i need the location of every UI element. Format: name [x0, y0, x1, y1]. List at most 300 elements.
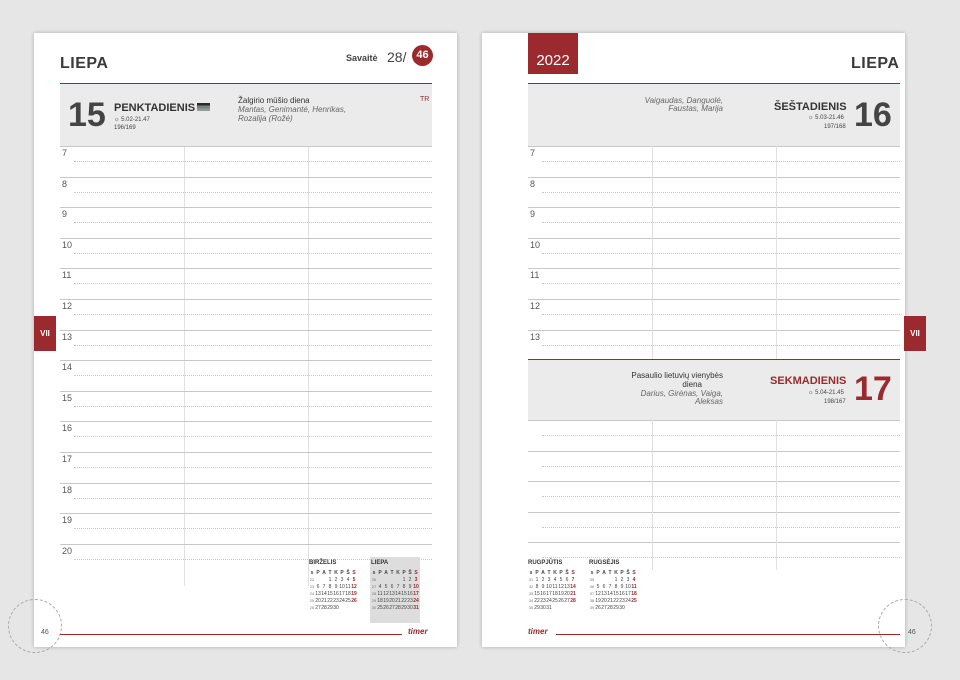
date-cell: 30 [407, 604, 413, 611]
hour-label: 9 [530, 209, 536, 220]
weekday-label: A [541, 569, 545, 576]
day-number: 15 [68, 96, 106, 134]
month-tab-left[interactable]: VII [34, 316, 56, 351]
week-number-cell: 23 [309, 584, 315, 589]
hour-row[interactable] [60, 360, 432, 391]
weekday-label: S [632, 569, 636, 576]
date-cell: 31 [413, 604, 419, 611]
weekday-label: K [614, 569, 618, 576]
day-counter: 197/168 [824, 124, 846, 130]
date-cell: 19 [595, 597, 601, 604]
day-header-16[interactable] [528, 83, 900, 147]
date-cell: 8 [328, 583, 332, 590]
hour-row[interactable] [528, 512, 900, 543]
date-cell: 20 [564, 590, 570, 597]
date-cell: 29 [327, 604, 333, 611]
date-cell: 9 [334, 583, 338, 590]
date-cell [570, 604, 576, 611]
date-cell: 18 [377, 597, 383, 604]
half-hour-line [74, 283, 432, 284]
page-number: 46 [41, 629, 49, 636]
mini-calendar-week [528, 576, 576, 583]
hour-row[interactable] [528, 146, 900, 177]
week-number-cell: 35 [528, 605, 534, 610]
week-number-cell: 39 [589, 605, 595, 610]
date-cell: 6 [565, 576, 569, 583]
hour-row[interactable] [528, 330, 900, 361]
hour-line [528, 451, 900, 452]
hour-line [60, 544, 432, 545]
day-counter: 198/167 [824, 399, 846, 405]
date-cell: 22 [613, 597, 619, 604]
weekday-label: K [553, 569, 557, 576]
weekday-label: P [340, 569, 344, 576]
week-number: 28/ [387, 49, 407, 65]
date-cell: 30 [540, 604, 546, 611]
holiday-text: diena [682, 380, 702, 389]
date-cell: 17 [339, 590, 345, 597]
date-cell: 12 [595, 590, 601, 597]
mini-calendar-week [589, 583, 637, 590]
week-number-cell: 37 [589, 591, 595, 596]
hour-line [528, 330, 900, 331]
hour-row[interactable] [60, 421, 432, 452]
mini-calendar-grid [309, 569, 357, 611]
date-cell: 20 [601, 597, 607, 604]
weekday-label: A [322, 569, 326, 576]
date-cell: 7 [571, 576, 575, 583]
date-cell: 30 [619, 604, 625, 611]
brand-logo: timer [408, 627, 428, 636]
hour-line [528, 512, 900, 513]
half-hour-line [542, 192, 900, 193]
hour-label: 12 [62, 301, 73, 311]
date-cell: 23 [407, 597, 413, 604]
half-hour-line [542, 527, 900, 528]
weekday-label: T [390, 569, 394, 576]
day-number: 16 [854, 96, 892, 134]
date-cell: 23 [619, 597, 625, 604]
mini-calendar-week [309, 576, 357, 583]
mini-calendar-july [370, 557, 420, 623]
month-title: LIEPA [851, 55, 900, 72]
date-cell: 29 [534, 604, 540, 611]
half-hour-line [74, 528, 432, 529]
date-cell: 22 [401, 597, 407, 604]
date-cell: 24 [625, 597, 631, 604]
weekday-label: P [596, 569, 600, 576]
day-header-15[interactable] [60, 83, 432, 147]
hour-line [528, 481, 900, 482]
date-cell: 28 [570, 597, 576, 604]
hour-line [528, 299, 900, 300]
weekday-label: T [328, 569, 332, 576]
hour-line [60, 177, 432, 178]
date-cell: 12 [351, 583, 357, 590]
date-cell: 16 [333, 590, 339, 597]
date-cell: 21 [321, 597, 327, 604]
hour-line [60, 299, 432, 300]
hour-row[interactable] [528, 299, 900, 330]
weekday-label: P [620, 569, 624, 576]
date-cell: 2 [408, 576, 412, 583]
date-cell: 17 [413, 590, 419, 597]
hour-row[interactable] [60, 391, 432, 422]
date-cell: 4 [553, 576, 557, 583]
mini-calendar-june [309, 560, 357, 611]
half-hour-line [542, 435, 900, 436]
date-cell: 18 [631, 590, 637, 597]
date-cell: 27 [315, 604, 321, 611]
half-hour-line [74, 253, 432, 254]
date-cell: 5 [352, 576, 356, 583]
hour-row[interactable] [60, 483, 432, 514]
mini-calendar-week [309, 590, 357, 597]
hour-label: 16 [62, 423, 73, 434]
week-circle-badge: 46 [412, 45, 433, 66]
weekday-label: Š [626, 569, 630, 576]
date-cell: 24 [339, 597, 345, 604]
weekday-label: S [352, 569, 356, 576]
hour-label: 13 [530, 331, 541, 342]
half-hour-line [542, 222, 900, 223]
date-cell: 16 [619, 590, 625, 597]
date-cell: 29 [613, 604, 619, 611]
month-tab-right[interactable]: VII [904, 316, 926, 351]
hour-label: 15 [62, 392, 73, 403]
hour-row[interactable] [60, 452, 432, 483]
mini-calendar-title: LIEPA [371, 560, 389, 566]
date-cell: 9 [408, 583, 412, 590]
mini-calendar-grid [589, 569, 637, 611]
hour-line [60, 391, 432, 392]
date-cell: 28 [395, 604, 401, 611]
hour-label: 11 [62, 270, 72, 281]
hour-label: 19 [62, 515, 73, 526]
hour-row[interactable] [60, 299, 432, 330]
date-cell: 25 [345, 597, 351, 604]
date-cell: 13 [564, 583, 570, 590]
half-hour-line [542, 496, 900, 497]
hour-label: 12 [530, 301, 541, 311]
week-number-cell: 33 [528, 591, 534, 596]
date-cell: 26 [595, 604, 601, 611]
date-cell: 6 [602, 583, 606, 590]
day-counter: 196/169 [114, 125, 136, 131]
half-hour-line [542, 345, 900, 346]
date-cell: 27 [601, 604, 607, 611]
hour-line [60, 330, 432, 331]
date-cell: 2 [334, 576, 338, 583]
hour-line [60, 483, 432, 484]
half-hour-line [74, 436, 432, 437]
weekday-label: Š [408, 569, 412, 576]
hour-row[interactable] [528, 420, 900, 451]
weekday-label: P [316, 569, 320, 576]
weekday-label: s [372, 569, 376, 576]
date-cell: 29 [401, 604, 407, 611]
week-number-cell: 22 [309, 577, 315, 582]
date-cell: 19 [351, 590, 357, 597]
date-cell: 25 [377, 604, 383, 611]
date-cell: 21 [395, 597, 401, 604]
date-cell: 10 [413, 583, 419, 590]
date-cell: 30 [333, 604, 339, 611]
name-days: Darius, Girėnas, Vaiga, [640, 389, 723, 398]
date-cell: 12 [558, 583, 564, 590]
mini-calendar-week [309, 604, 357, 611]
date-cell: 14 [607, 590, 613, 597]
half-hour-line [74, 161, 432, 162]
half-hour-line [74, 467, 432, 468]
mini-calendar-week [371, 597, 419, 604]
date-cell: 20 [315, 597, 321, 604]
mini-calendar-week [528, 583, 576, 590]
column-divider [776, 146, 777, 359]
hour-line [60, 268, 432, 269]
half-hour-line [74, 345, 432, 346]
hour-row[interactable] [60, 177, 432, 208]
date-cell: 27 [389, 604, 395, 611]
date-cell: 3 [626, 576, 630, 583]
weekday-label: s [310, 569, 314, 576]
day-number: 17 [854, 370, 892, 408]
date-cell: 15 [401, 590, 407, 597]
week-number-cell: 26 [309, 605, 315, 610]
date-cell: 4 [378, 583, 382, 590]
mini-calendar-week [589, 576, 637, 583]
hour-row[interactable] [528, 207, 900, 238]
name-days: Faustas, Marija [668, 104, 723, 113]
date-cell: 15 [327, 590, 333, 597]
date-cell: 10 [546, 583, 552, 590]
mini-calendar-week [528, 604, 576, 611]
weekday-label: s [590, 569, 594, 576]
mini-calendar-week [371, 604, 419, 611]
weekday-label: K [396, 569, 400, 576]
date-cell: 22 [327, 597, 333, 604]
date-cell: 26 [558, 597, 564, 604]
day-name: PENKTADIENIS [114, 102, 196, 114]
holiday-text: Žalgirio mūšio diena [238, 96, 310, 105]
mini-calendar-week [589, 590, 637, 597]
hour-row[interactable] [528, 238, 900, 269]
date-cell: 14 [395, 590, 401, 597]
weekday-label: K [334, 569, 338, 576]
weekday-label: T [547, 569, 551, 576]
date-cell: 23 [540, 597, 546, 604]
date-cell: 21 [570, 590, 576, 597]
week-number-cell: 36 [589, 584, 595, 589]
flag-icon [197, 103, 210, 111]
name-days: Aleksas [694, 397, 723, 406]
weekday-label: P [378, 569, 382, 576]
half-hour-line [74, 498, 432, 499]
date-cell: 4 [632, 576, 636, 583]
sunrise-sunset: ☼ 5.03-21.46 [808, 115, 844, 121]
date-cell: 26 [351, 597, 357, 604]
week-number-cell: 26 [371, 577, 377, 582]
date-cell: 25 [552, 597, 558, 604]
footer-line [60, 634, 402, 635]
hour-label: 14 [62, 362, 73, 373]
column-divider [652, 146, 653, 359]
date-cell: 1 [535, 576, 539, 583]
half-hour-line [542, 466, 900, 467]
mini-calendar-week [309, 597, 357, 604]
date-cell: 5 [559, 576, 563, 583]
hour-row[interactable] [60, 330, 432, 361]
week-number-cell: 27 [371, 584, 377, 589]
half-hour-line [74, 314, 432, 315]
weekday-label: A [602, 569, 606, 576]
column-divider [776, 420, 777, 570]
date-cell: 10 [625, 583, 631, 590]
half-hour-line [542, 314, 900, 315]
date-cell: 2 [620, 576, 624, 583]
brand-logo: timer [528, 627, 548, 636]
hour-line [528, 268, 900, 269]
mini-calendar-august [528, 560, 576, 611]
hour-label: 8 [62, 178, 68, 189]
date-cell: 18 [552, 590, 558, 597]
date-cell: 17 [546, 590, 552, 597]
left-page [34, 33, 457, 647]
date-cell: 9 [620, 583, 624, 590]
date-cell: 19 [383, 597, 389, 604]
weekday-label: Š [565, 569, 569, 576]
column-divider [652, 420, 653, 570]
date-cell: 16 [540, 590, 546, 597]
half-hour-line [74, 222, 432, 223]
hour-line [528, 146, 900, 147]
mini-calendar-head [589, 569, 637, 576]
hour-label: 11 [530, 270, 540, 281]
hour-line [528, 238, 900, 239]
date-cell: 12 [383, 590, 389, 597]
date-cell: 22 [534, 597, 540, 604]
date-cell: 7 [608, 583, 612, 590]
date-cell: 7 [396, 583, 400, 590]
name-days: Rozalija (Rožė) [238, 114, 293, 123]
name-days: Mantas, Genimantė, Henrikas, [238, 105, 347, 114]
week-number-cell: 30 [371, 605, 377, 610]
half-hour-line [74, 406, 432, 407]
mini-calendar-grid [371, 569, 419, 611]
half-hour-line [74, 192, 432, 193]
weekday-label: Š [346, 569, 350, 576]
footer-line [556, 634, 900, 635]
weekday-label: P [535, 569, 539, 576]
mini-calendar-week [371, 590, 419, 597]
date-cell: 8 [402, 583, 406, 590]
hour-row[interactable] [528, 451, 900, 482]
date-cell: 11 [631, 583, 637, 590]
mini-calendar-title: BIRŽELIS [309, 560, 337, 566]
mini-calendar-head [528, 569, 576, 576]
hour-row[interactable] [60, 207, 432, 238]
week-number-cell: 29 [371, 598, 377, 603]
day-name: SEKMADIENIS [770, 375, 847, 387]
hour-row[interactable] [60, 146, 432, 177]
holiday-text: Pasaulio lietuvių vienybės [631, 371, 723, 380]
week-number-cell: 28 [371, 591, 377, 596]
date-cell: 21 [607, 597, 613, 604]
mini-calendar-week [371, 576, 419, 583]
date-cell: 20 [389, 597, 395, 604]
half-hour-line [542, 557, 900, 558]
date-cell: 28 [607, 604, 613, 611]
day-name: ŠEŠTADIENIS [774, 101, 847, 113]
page-number: 46 [908, 629, 916, 636]
date-cell: 28 [321, 604, 327, 611]
hour-row[interactable] [60, 513, 432, 544]
date-cell: 14 [321, 590, 327, 597]
hour-line [60, 421, 432, 422]
date-cell: 7 [322, 583, 326, 590]
date-cell: 3 [547, 576, 551, 583]
day-header-17[interactable] [528, 359, 900, 421]
hour-row[interactable] [528, 542, 900, 573]
half-hour-line [542, 283, 900, 284]
date-cell: 17 [625, 590, 631, 597]
tr-label: TR [420, 96, 430, 103]
hour-row[interactable] [528, 481, 900, 512]
week-number-cell: 25 [309, 598, 315, 603]
month-title: LIEPA [60, 55, 109, 72]
weekday-label: P [402, 569, 406, 576]
hour-line [528, 542, 900, 543]
hour-line [60, 146, 432, 147]
date-cell: 11 [377, 590, 383, 597]
hour-row[interactable] [528, 268, 900, 299]
hour-row[interactable] [60, 268, 432, 299]
date-cell: 1 [328, 576, 332, 583]
mini-calendar-title: RUGSĖJIS [589, 560, 620, 566]
date-cell: 8 [614, 583, 618, 590]
hour-label: 10 [62, 239, 73, 250]
year-box: 2022 [528, 33, 578, 74]
date-cell: 6 [316, 583, 320, 590]
weekday-label: S [414, 569, 418, 576]
half-hour-line [542, 253, 900, 254]
date-cell: 4 [346, 576, 350, 583]
hour-label: 7 [530, 148, 536, 158]
date-cell: 11 [345, 583, 351, 590]
mini-calendar-week [589, 604, 637, 611]
name-days: Vaigaudas, Danguolė, [644, 96, 723, 105]
week-number-cell: 34 [528, 598, 534, 603]
hour-line [528, 207, 900, 208]
mini-calendar-head [309, 569, 357, 576]
hour-line [60, 238, 432, 239]
mini-calendar-week [528, 597, 576, 604]
date-cell: 5 [596, 583, 600, 590]
date-cell: 24 [413, 597, 419, 604]
date-cell: 3 [414, 576, 418, 583]
date-cell: 11 [552, 583, 558, 590]
hour-row[interactable] [60, 238, 432, 269]
weekday-label: S [571, 569, 575, 576]
week-label: Savaitė [346, 53, 378, 63]
hour-line [528, 420, 900, 421]
date-cell: 5 [384, 583, 388, 590]
weekday-label: T [608, 569, 612, 576]
date-cell [631, 604, 637, 611]
mini-calendar-grid [528, 569, 576, 611]
week-number-cell: 38 [589, 598, 595, 603]
hour-row[interactable] [528, 177, 900, 208]
